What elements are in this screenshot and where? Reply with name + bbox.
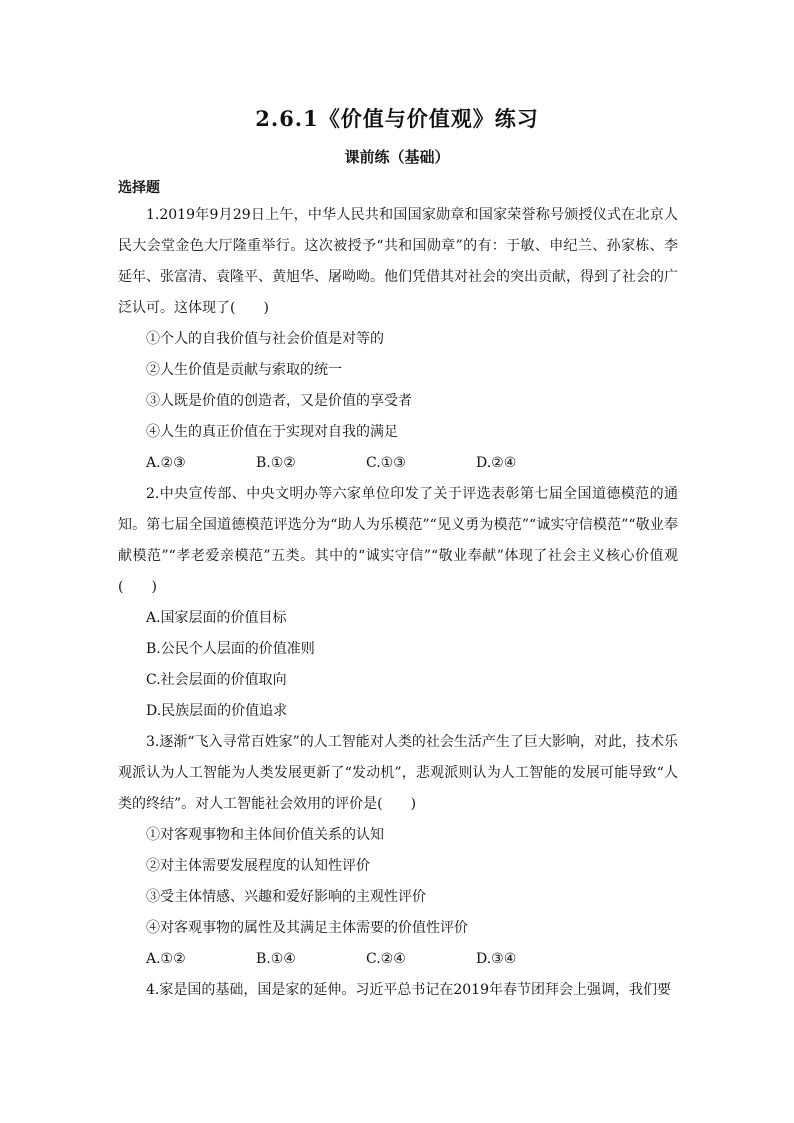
question-3-choice-a: A.①②: [146, 951, 186, 967]
question-1-choices: [118, 448, 678, 479]
question-1-choice-b: B.①②: [256, 455, 296, 471]
question-3-stem: 3.逐渐“飞入寻常百姓家”的人工智能对人类的社会生活产生了巨大影响，对此，技术乐观派认为人工智能为人类发展更新了“发动机”，悲观派则认为人工智能的发展可能导致“人类的终结”。对人工智能社会效用的评价是( ): [118, 734, 678, 812]
question-3-choice-b: B.①④: [256, 951, 296, 967]
question-2-stem: 2.中央宣传部、中央文明办等六家单位印发了关于评选表彰第七届全国道德模范的通知。第七届全国道德模范评选分为“助人为乐模范”“见义勇为模范”“诚实守信模范”“敬业奉献模范”“孝老爱亲模范”五类。其中的“诚实守信”“敬业奉献”体现了社会主义核心价值观( ): [118, 486, 678, 595]
question-3-choice-c: C.②④: [366, 951, 406, 967]
question-1-option-4: ④人生的真正价值在于实现对自我的满足: [146, 424, 398, 440]
question-2-option-b: B.公民个人层面的价值准则: [146, 641, 315, 657]
question-2-option-c: C.社会层面的价值取向: [146, 672, 287, 688]
page-subtitle: 课前练（基础）: [344, 148, 450, 166]
question-3-option-1: ①对客观事物和主体间价值关系的认知: [146, 827, 384, 843]
question-2-option-d: D.民族层面的价值追求: [146, 703, 288, 719]
question-2-option-a: A.国家层面的价值目标: [146, 610, 287, 626]
question-3-choice-d: D.③④: [476, 951, 517, 967]
question-1-choice-a: A.②③: [146, 455, 186, 471]
question-1-option-3: ③人既是价值的创造者，又是价值的享受者: [146, 393, 412, 409]
question-3-choices: [118, 944, 678, 975]
question-1-option-2: ②人生价值是贡献与索取的统一: [146, 362, 342, 378]
page-title: 2.6.1《价值与价值观》练习: [255, 106, 539, 131]
question-4-stem: 4.家是国的基础，国是家的延伸。习近平总书记在2019年春节团拜会上强调，我们要: [146, 982, 671, 998]
question-3-option-3: ③受主体情感、兴趣和爱好影响的主观性评价: [146, 889, 426, 905]
question-list: [118, 200, 678, 1006]
question-1-choice-c: C.①③: [366, 455, 406, 471]
question-1-choice-d: D.②④: [476, 455, 517, 471]
question-1-option-1: ①个人的自我价值与社会价值是对等的: [146, 331, 384, 347]
question-1-stem: 1.2019年9月29日上午，中华人民共和国国家勋章和国家荣誉称号颁授仪式在北京人民大会堂金色大厅隆重举行。这次被授予“共和国勋章”的有：于敏、申纪兰、孙家栋、李延年、张富清、袁隆平、黄旭华、屠呦呦。他们凭借其对社会的突出贡献，得到了社会的广泛认可。这体现了( ): [118, 207, 678, 316]
question-3-option-2: ②对主体需要发展程度的认知性评价: [146, 858, 370, 874]
section-heading: 选择题: [118, 180, 160, 196]
question-3-option-4: ④对客观事物的属性及其满足主体需要的价值性评价: [146, 920, 468, 936]
